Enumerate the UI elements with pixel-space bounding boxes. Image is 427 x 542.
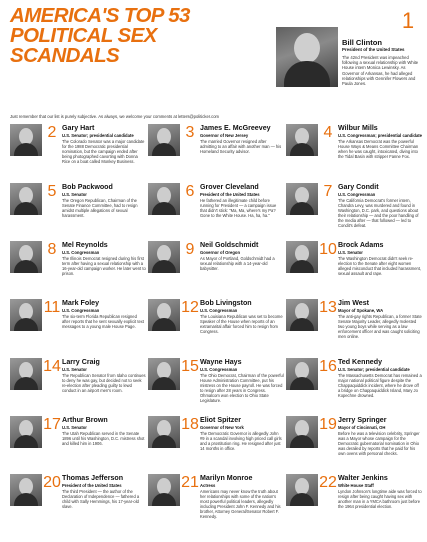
rank-number: 4 [323,124,333,141]
portrait-body [14,202,38,215]
person-name: Walter Jenkins [338,474,388,482]
person-role: U.S. Congressman [62,249,100,255]
portrait-photo [10,124,42,156]
title-line-2: POLITICAL SEX [10,24,157,47]
list-item [148,416,286,478]
list-item [286,299,424,361]
list-item [10,241,148,303]
person-role: Mayor of Cincinnati, OH [338,424,386,430]
person-name: Mel Reynolds [62,241,108,249]
portrait-photo [148,241,180,273]
scandal-description: As Mayor of Portland, Goldschmidt had a sexual relationship with a 14-year-old babysitter. [200,256,275,271]
person-name: Bob Packwood [62,183,113,191]
rank-number: 7 [323,183,333,200]
person-name: Eliot Spitzer [200,416,241,424]
page-title [10,6,255,66]
portrait-body [290,377,314,390]
scandal-description: The Louisiana Republican was set to become Speaker of the House when reports of an extramarital affair forced him to resign from Congress. [200,314,283,334]
scandal-description: The Washington Democrat didn't seek re-election to the Senate after eight women alleged misconduct that included harassment, sexual assault and rape. [338,256,422,276]
portrait-body [14,318,38,331]
portrait-photo [286,474,318,506]
portrait-body [152,493,176,506]
list-item [286,124,424,186]
portrait-body [14,377,38,390]
list-item [148,358,286,420]
list-item [10,124,148,186]
portrait-body [290,260,314,273]
rank-number: 18 [181,416,199,433]
title-line-1: AMERICA'S TOP 53 [10,4,190,27]
person-role: Mayor of Spokane, WA [338,307,384,313]
rank-number: 14 [43,358,61,375]
rank-number: 13 [319,299,337,316]
portrait-photo [148,183,180,215]
hero-name: Bill Clinton [342,38,383,47]
portrait-body [14,435,38,448]
portrait-photo [148,416,180,448]
scandal-description: The Massachusetts Democrat has remained a major national political figure despite the Chappaquiddick incident, where he drove off a bridge on Chappaquiddick Island, Mary Jo Kopechne drowned. [338,373,422,398]
person-name: Arthur Brown [62,416,108,424]
portrait-photo [286,358,318,390]
list-item [10,183,148,245]
person-name: Thomas Jefferson [62,474,124,482]
rank-number: 22 [319,474,337,491]
portrait-body [290,318,314,331]
person-name: Wayne Hays [200,358,242,366]
portrait-body [152,435,176,448]
scandal-description: The Democratic Governor is allegedly John #9 in a scandal involving high priced call girls and a prostitution ring. He resigned after just 14 months in office. [200,431,282,451]
list-item [148,183,286,245]
person-name: Grover Cleveland [200,183,259,191]
portrait-photo [148,474,180,506]
hero-description: The 42nd President was impeached following a sexual relationship with White House intern Monica Lewinsky. As Governor of Arkansas, he had alleged relationships with Gennifer Flowers and Paula Jones. [342,55,419,87]
list-item [10,358,148,420]
person-name: Ted Kennedy [338,358,383,366]
person-name: Jerry Springer [338,416,387,424]
scandal-description: The married Governor resigned after admitting to an affair with another man — his Homeland Security advisor. [200,139,282,154]
portrait-photo [10,474,42,506]
hero-rank-number: 1 [401,8,415,33]
person-name: Gary Condit [338,183,379,191]
scandal-description: The California Democrat's former intern, Chandra Levy, was murdered and found in Washington, D.C. park, and questions about their relationship — and the poor handling of the media after — that followed — led to Condit's defeat. [338,198,419,228]
portrait-photo [148,299,180,331]
portrait-photo [286,416,318,448]
person-role: U.S. Senator [62,424,87,430]
list-item [10,299,148,361]
portrait-body [152,143,176,156]
list-item [286,474,424,536]
rank-number: 2 [47,124,57,141]
title-line-3: SCANDALS [10,44,120,67]
list-item [286,416,424,478]
person-name: Neil Goldschmidt [200,241,259,249]
portrait-body [152,318,176,331]
person-role: Actress [200,482,216,488]
person-role: U.S. Senator; presidential candidate [62,132,134,138]
rank-number: 11 [43,299,61,316]
portrait-photo [286,124,318,156]
person-role: U.S. Senator [62,366,87,372]
scandal-description: Lyndon Johnson's longtime aide was forced to resign after being caught having sex with another man in a YMCA bathroom just before the 1964 presidential election. [338,489,422,509]
list-item [286,358,424,420]
hero-role: President of the United States [342,47,405,52]
scandal-description: The Arkansas Democrat was the powerful House Ways & Means Committee Chairman when he was caught, intoxicated, diving into the Tidal Basin with stripper Fanne Fox. [338,139,419,159]
list-item [148,124,286,186]
portrait-photo [10,241,42,273]
person-role: U.S. Senator [62,191,87,197]
person-name: Brock Adams [338,241,384,249]
portrait-body [14,260,38,273]
rank-number: 19 [319,416,337,433]
rank-number: 6 [185,183,195,200]
portrait-body [14,493,38,506]
person-role: White House Staff [338,482,374,488]
rank-number: 17 [43,416,61,433]
person-name: James E. McGreevey [200,124,271,132]
portrait-body [152,260,176,273]
scandal-description: The Ohio Democrat, Chairman of the powerful House Administration Committee, put his mistress on the House payroll. He was forced to resign after 28 years in Congress. Ohmalcom won election to Ohio State Legislature. [200,373,284,403]
hero-photo [276,27,338,87]
scandal-description: The anti-gay rights Republican, a former State Senate Majority Leader, allegedly molested two young boys while serving as a law enforcement officer and was caught soliciting men online. [338,314,422,339]
person-name: Bob Livingston [200,299,252,307]
portrait-body [290,202,314,215]
portrait-body [290,493,314,506]
rank-number: 3 [185,124,195,141]
portrait-photo [10,416,42,448]
list-item [10,416,148,478]
person-role: Governor of New York [200,424,244,430]
scandal-description: Americans may never know the truth about her relationships with some of the nation's most powerful political leaders, allegedly including President John F. Kennedy and his brother, Attorney General/Senator Robert F. Kennedy. [200,489,281,519]
person-name: Wilbur Mills [338,124,378,132]
person-role: Governor of Oregon [200,249,241,255]
rank-number: 9 [185,241,195,258]
portrait-body [290,435,314,448]
list-item [148,241,286,303]
person-name: Mark Foley [62,299,100,307]
person-role: President of the United States [62,482,122,488]
person-role: Governor of New Jersey [200,132,249,138]
person-role: U.S. Congressman [338,191,376,197]
portrait-photo [10,299,42,331]
scandal-description: The six-term Florida Republican resigned after reports that he sent sexually explicit text messages to a young male House Page. [62,314,144,329]
list-item [10,474,148,536]
scandal-description: Before he was a television celebrity, Springer was a Mayor whose campaign for the Democratic gubernatorial nomination in Ohio was derailed by reports that he paid for his own ovens with personal checks. [338,431,420,456]
person-role: U.S. Senator; presidential candidate [338,366,410,372]
scandal-description: He fathered an illegitimate child before running for President — a campaign issue that didn't stick: "Ma, Ma, where's my Pa? Gone to the White House. Ha, ha, ha." [200,198,277,218]
person-role: U.S. Congressman; presidential candidate [338,132,423,138]
portrait-photo [10,183,42,215]
list-item [148,474,286,536]
person-name: Jim West [338,299,370,307]
scandal-description: The third President — the author of the Declaration of Independence — fathered a child with Sally Hemmings, his 17-year-old slave. [62,489,140,509]
portrait-body [152,202,176,215]
person-name: Marilyn Monroe [200,474,253,482]
person-role: U.S. Congressman [62,307,100,313]
person-name: Gary Hart [62,124,95,132]
scandal-description: The Colorado Senator was a major candidate for the 1988 Democratic presidential nomination, but the campaign ended after being photographed cavorting with Donna Rice on a boat called Monkey Business. [62,139,145,164]
scandal-description: The Utah Republican served in the Senate 1896 until his Washington, D.C. mistress shot and killed him in 1906. [62,431,145,446]
rank-number: 12 [181,299,199,316]
list-item [148,299,286,361]
portrait-body [290,143,314,156]
rank-number: 10 [319,241,337,258]
scandal-description: The Oregon Republican, Chairman of the Senate Finance Committee, had to resign amidst multiple allegations of sexual harassment. [62,198,138,218]
portrait-photo [286,183,318,215]
rank-number: 8 [47,241,57,258]
portrait-photo [286,299,318,331]
person-role: U.S. Congressman [200,366,238,372]
rank-number: 16 [319,358,337,375]
person-role: U.S. Congressman [200,307,238,313]
person-name: Larry Craig [62,358,100,366]
hero-photo-face [294,33,320,63]
scandal-description: The Illinois Democrat resigned during his first term after having a sexual relationship with a 16-year-old campaign worker. He later went to prison. [62,256,146,276]
list-item [286,183,424,245]
portrait-body [14,143,38,156]
rank-number: 5 [47,183,57,200]
rank-number: 20 [43,474,61,491]
person-role: U.S. Senator [338,249,363,255]
portrait-photo [148,124,180,156]
portrait-photo [286,241,318,273]
portrait-photo [148,358,180,390]
portrait-photo [10,358,42,390]
tagline: Just remember that our list is purely subjective. As always, we welcome your comments at letters@politicker.com [10,114,220,119]
rank-number: 21 [181,474,199,491]
list-item [286,241,424,303]
rank-number: 15 [181,358,199,375]
scandal-description: The Republican Senator from Idaho continues to deny he was gay, but decided not to seek re-election after pleading guilty to lewd conduct in an airport men's room. [62,373,146,393]
hero-photo-body [284,61,330,87]
portrait-body [152,377,176,390]
person-role: President of the United States [200,191,260,197]
